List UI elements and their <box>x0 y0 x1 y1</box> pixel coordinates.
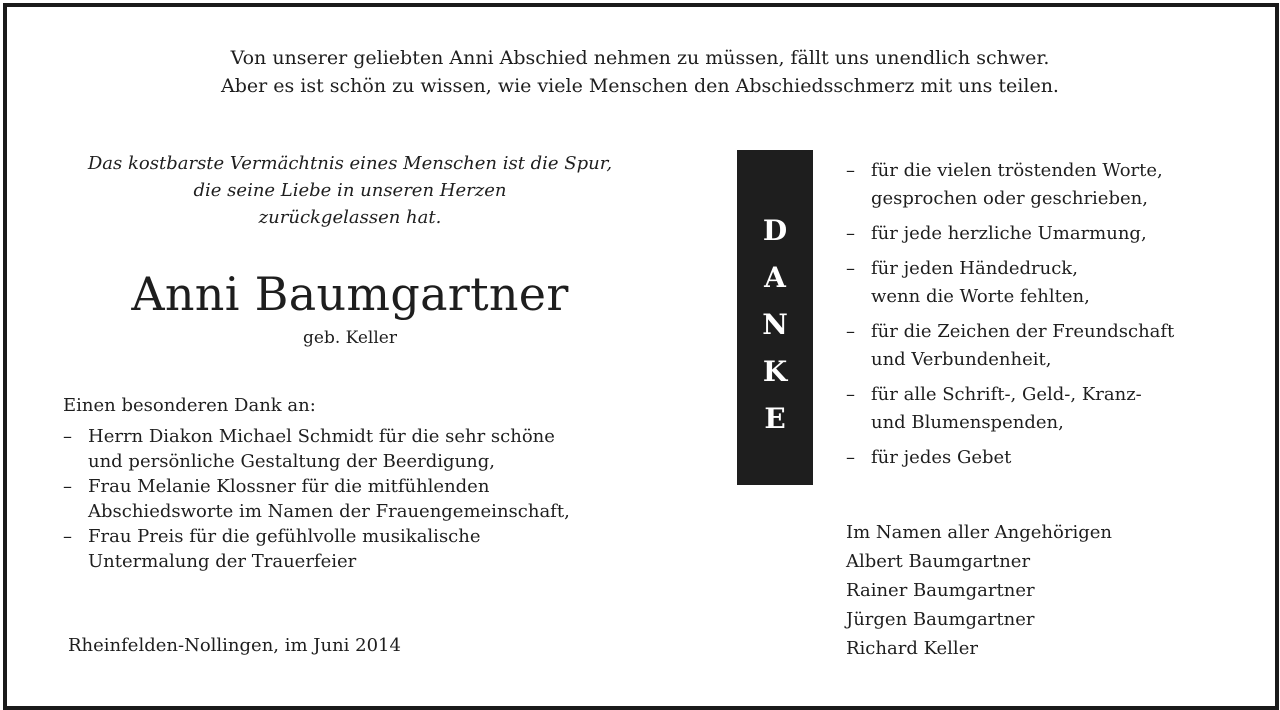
intro-line: Von unserer geliebten Anni Abschied nehmen zu müssen, fällt uns unendlich schwer. <box>230 47 1050 69</box>
quote-line: die seine Liebe in unseren Herzen <box>193 180 507 201</box>
birth-name: geb. Keller <box>303 328 397 348</box>
list-item-line: für jede herzliche Umarmung, <box>871 223 1147 244</box>
intro-line: Aber es ist schön zu wissen, wie viele Menschen den Abschiedsschmerz mit uns teilen. <box>221 75 1059 97</box>
list-item-line: für die Zeichen der Freundschaft <box>871 321 1175 342</box>
signature-name: Jürgen Baumgartner <box>846 609 1035 630</box>
dash-marker: – <box>846 321 855 342</box>
list-item-line: und Verbundenheit, <box>871 349 1052 370</box>
list-item-line: gesprochen oder geschrieben, <box>871 188 1148 209</box>
dash-marker: – <box>63 426 72 447</box>
danke-letter: A <box>764 261 786 294</box>
dash-marker: – <box>846 258 855 279</box>
danke-letter: K <box>762 355 788 388</box>
list-item-line: für jedes Gebet <box>871 447 1012 468</box>
list-item-line: für jeden Händedruck, <box>871 258 1078 279</box>
danke-letter: D <box>762 214 788 247</box>
list-item <box>846 318 1266 374</box>
signature-name: Rainer Baumgartner <box>846 580 1035 601</box>
dash-marker: – <box>63 526 72 547</box>
intro-text <box>0 44 1280 100</box>
list-item-line: für die vielen tröstenden Worte, <box>871 160 1163 181</box>
thanks-reasons-list <box>846 157 1266 479</box>
special-thanks-heading: Einen besonderen Dank an: <box>63 395 316 416</box>
list-item-line: Frau Preis für die gefühlvolle musikalische <box>88 526 481 547</box>
dash-marker: – <box>63 476 72 497</box>
list-item-line: und Blumenspenden, <box>871 412 1064 433</box>
list-item-line: Herrn Diakon Michael Schmidt für die sehr schöne <box>88 426 555 447</box>
list-item <box>63 424 683 474</box>
list-item-line: und persönliche Gestaltung der Beerdigung, <box>88 451 495 472</box>
dash-marker: – <box>846 223 855 244</box>
list-item <box>846 381 1266 437</box>
list-item-line: Abschiedsworte im Namen der Frauengemeinschaft, <box>88 501 570 522</box>
list-item <box>846 157 1266 213</box>
signature-name: Albert Baumgartner <box>846 551 1031 572</box>
list-item <box>63 524 683 574</box>
list-item <box>846 444 1266 472</box>
list-item <box>846 220 1266 248</box>
danke-letter: E <box>764 402 786 435</box>
signature-name: Richard Keller <box>846 638 978 659</box>
memorial-quote <box>0 150 700 231</box>
deceased-name: Anni Baumgartner <box>131 267 569 321</box>
dash-marker: – <box>846 384 855 405</box>
quote-line: Das kostbarste Vermächtnis eines Menschen ist die Spur, <box>87 153 613 174</box>
list-item <box>63 474 683 524</box>
list-item-line: wenn die Worte fehlten, <box>871 286 1090 307</box>
place-date: Rheinfelden-Nollingen, im Juni 2014 <box>68 635 401 656</box>
quote-line: zurückgelassen hat. <box>258 207 442 228</box>
danke-letter: N <box>762 308 788 341</box>
list-item <box>846 255 1266 311</box>
danke-banner <box>737 150 813 485</box>
special-thanks-list <box>63 424 683 574</box>
dash-marker: – <box>846 447 855 468</box>
signatures-intro: Im Namen aller Angehörigen <box>846 522 1112 543</box>
list-item-line: Frau Melanie Klossner für die mitfühlenden <box>88 476 490 497</box>
list-item-line: Untermalung der Trauerfeier <box>88 551 357 572</box>
signatures <box>846 518 1112 663</box>
dash-marker: – <box>846 160 855 181</box>
list-item-line: für alle Schrift-, Geld-, Kranz- <box>871 384 1142 405</box>
